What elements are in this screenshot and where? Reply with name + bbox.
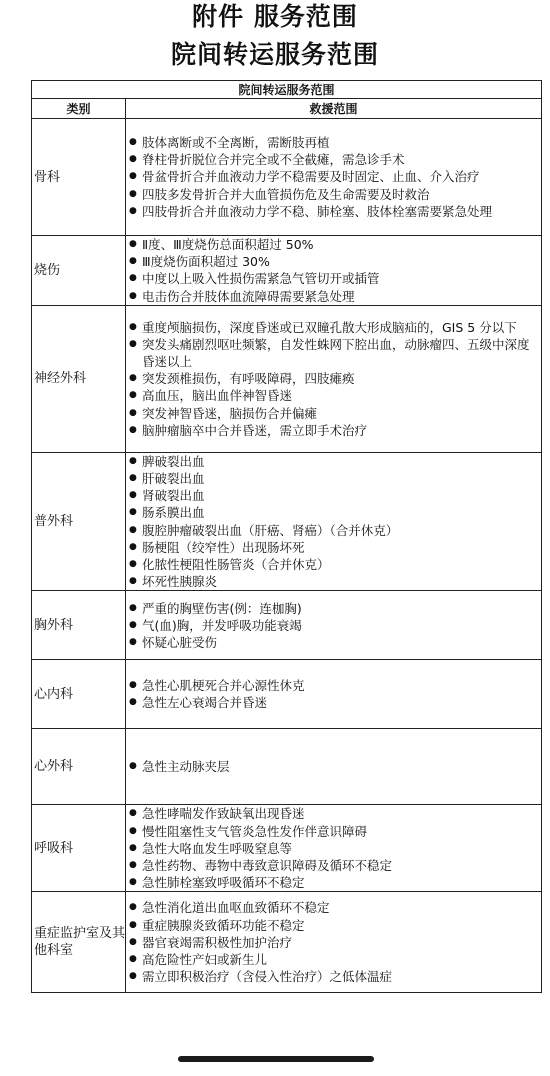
scope-cell [126, 892, 542, 993]
scope-cell [126, 729, 542, 805]
scope-list [129, 236, 539, 305]
table-row [32, 805, 542, 892]
table-row [32, 892, 542, 993]
list-item: ● 脾破裂出血 [129, 453, 539, 470]
table-row [32, 660, 542, 729]
scope-cell [126, 119, 542, 236]
scope-cell [126, 591, 542, 660]
scope-cell [126, 236, 542, 306]
list-item: ● 脊柱骨折脱位合并完全或不全截瘫，需急诊手术 [129, 151, 539, 168]
category-cell: 骨科 [32, 119, 126, 236]
list-item: ● 重度颅脑损伤，深度昏迷或已双瞳孔散大形成脑疝的，GIS 5 分以下 [129, 319, 539, 336]
list-item: ● 急性哮喘发作致缺氧出现昏迷 [129, 805, 539, 822]
scope-list [129, 600, 539, 652]
scope-cell [126, 305, 542, 452]
category-cell: 神经外科 [32, 305, 126, 452]
table-row [32, 452, 542, 591]
scope-list [129, 677, 539, 711]
scope-cell [126, 452, 542, 591]
list-item: ● 需立即积极治疗（含侵入性治疗）之低体温症 [129, 968, 539, 985]
table-caption: 院间转运服务范围 [32, 81, 542, 99]
list-item: ● 器官衰竭需积极性加护治疗 [129, 934, 539, 951]
category-cell: 呼吸科 [32, 805, 126, 892]
service-scope-table [31, 80, 542, 993]
column-header-category: 类别 [32, 99, 126, 119]
list-item: ● 高危险性产妇或新生儿 [129, 951, 539, 968]
table-row [32, 236, 542, 306]
list-item: ● 突发头痛剧烈呕吐频繁，自发性蛛网下腔出血，动脉瘤四、五级中深度昏迷以上 [129, 336, 539, 370]
scope-list [129, 134, 539, 220]
scope-list [129, 453, 539, 591]
table-row [32, 119, 542, 236]
scope-cell [126, 660, 542, 729]
list-item: ● 急性大咯血发生呼吸窒息等 [129, 840, 539, 857]
category-cell: 心外科 [32, 729, 126, 805]
table-row [32, 591, 542, 660]
list-item: ● 高血压，脑出血伴神智昏迷 [129, 387, 539, 404]
list-item: ● 急性消化道出血呕血致循环不稳定 [129, 899, 539, 916]
list-item: ● Ⅲ度烧伤面积超过 30% [129, 253, 539, 270]
table-row [32, 729, 542, 805]
scope-list [129, 899, 539, 985]
table-row [32, 305, 542, 452]
list-item: ● 四肢多发骨折合并大血管损伤危及生命需要及时救治 [129, 186, 539, 203]
list-item: ● 四肢骨折合并血液动力学不稳、肺栓塞、肢体栓塞需要紧急处理 [129, 203, 539, 220]
list-item: ● 急性药物、毒物中毒致意识障碍及循环不稳定 [129, 857, 539, 874]
list-item: ● 肢体离断或不全离断，需断肢再植 [129, 134, 539, 151]
list-item: ● 脑肿瘤脑卒中合并昏迷，需立即手术治疗 [129, 422, 539, 439]
list-item: ● 电击伤合并肢体血流障碍需要紧急处理 [129, 288, 539, 305]
list-item: ● 中度以上吸入性损伤需紧急气管切开或插管 [129, 270, 539, 287]
list-item: ● 严重的胸壁伤害(例：连枷胸) [129, 600, 539, 617]
list-item: ● 急性左心衰竭合并昏迷 [129, 694, 539, 711]
category-cell: 重症监护室及其他科室 [32, 892, 126, 993]
table-header-row [32, 99, 542, 119]
list-item: ● 慢性阻塞性支气管炎急性发作伴意识障碍 [129, 823, 539, 840]
list-item: ● 骨盆骨折合并血液动力学不稳需要及时固定、止血、介入治疗 [129, 168, 539, 185]
scope-list [129, 805, 539, 891]
list-item: ● 气(血)胸，并发呼吸功能衰竭 [129, 617, 539, 634]
column-header-scope: 救援范围 [126, 99, 542, 119]
page-title: 附件 服务范围 [192, 2, 358, 31]
list-item: ● 怀疑心脏受伤 [129, 634, 539, 651]
list-item: ● 重症胰腺炎致循环功能不稳定 [129, 917, 539, 934]
scope-list [129, 319, 539, 439]
home-indicator[interactable] [178, 1056, 374, 1062]
table-caption-row [32, 81, 542, 99]
page-subtitle: 院间转运服务范围 [170, 40, 379, 69]
list-item: ● 急性肺栓塞致呼吸循环不稳定 [129, 874, 539, 891]
scope-list [129, 758, 539, 775]
list-item: ● 突发颈椎损伤，有呼吸障碍，四肢瘫痪 [129, 370, 539, 387]
list-item: ● 化脓性梗阻性肠管炎（合并休克） [129, 556, 539, 573]
list-item: ● 急性主动脉夹层 [129, 758, 539, 775]
category-cell: 心内科 [32, 660, 126, 729]
category-cell: 烧伤 [32, 236, 126, 306]
list-item: ● 肠系膜出血 [129, 504, 539, 521]
list-item: ● 腹腔肿瘤破裂出血（肝癌、肾癌）（合并休克） [129, 522, 539, 539]
list-item: ● 坏死性胰腺炎 [129, 573, 539, 590]
list-item: ● 肝破裂出血 [129, 470, 539, 487]
scope-cell [126, 805, 542, 892]
list-item: ● Ⅱ度、Ⅲ度烧伤总面积超过 50% [129, 236, 539, 253]
list-item: ● 肠梗阻（绞窄性）出现肠坏死 [129, 539, 539, 556]
list-item: ● 突发神智昏迷，脑损伤合并偏瘫 [129, 405, 539, 422]
category-cell: 胸外科 [32, 591, 126, 660]
category-cell: 普外科 [32, 452, 126, 591]
list-item: ● 急性心肌梗死合并心源性休克 [129, 677, 539, 694]
list-item: ● 肾破裂出血 [129, 487, 539, 504]
